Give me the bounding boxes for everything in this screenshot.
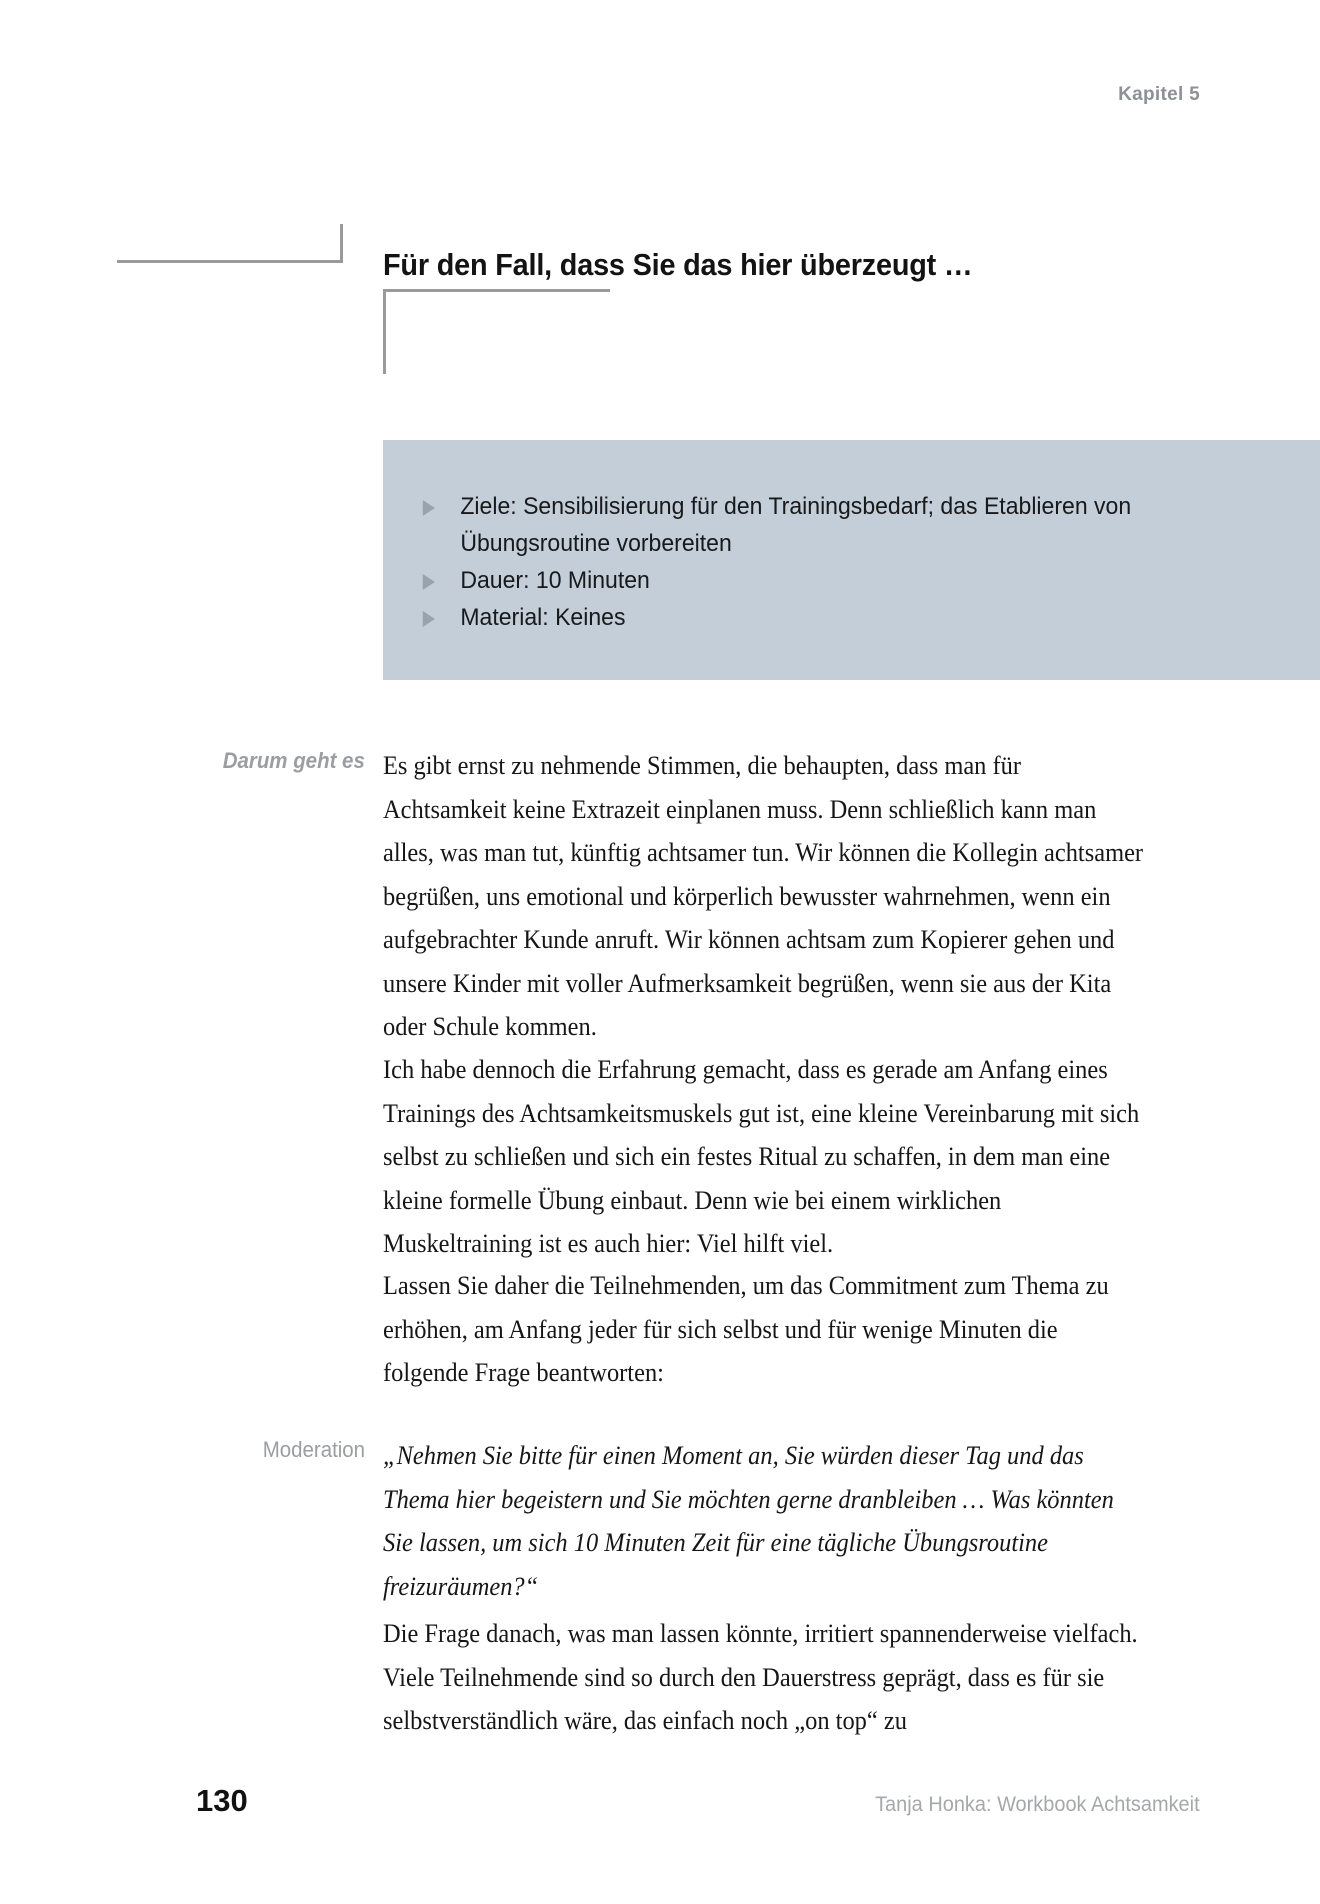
list-item	[419, 488, 1210, 562]
margin-note-moderation: Moderation	[262, 1437, 365, 1462]
body-paragraph-1: Es gibt ernst zu nehmende Stimmen, die behaupten, dass man für Achtsamkeit keine Extrazeit einplanen muss. Denn schließlich kann man alles, was man tut, künftig achtsamer tun. Wir können die Kollegin achtsamer begrüßen, uns emotional und körperlich bewusster wahrnehmen, wenn ein aufgebrachter Kunde anruft. Wir können achtsam zum Kopierer gehen und unsere Kinder mit voller Aufmerksamkeit begrüßen, wenn sie aus der Kita oder Schule kommen.	[383, 751, 1144, 1041]
info-box	[383, 440, 1320, 680]
body-paragraph-3: Lassen Sie daher die Teilnehmenden, um das Commitment zum Thema zu erhöhen, am Anfang jeder für sich selbst und für wenige Minuten die folgende Frage beantworten:	[383, 1271, 1109, 1387]
list-item	[419, 599, 1210, 636]
footer-credit: Tanja Honka: Workbook Achtsamkeit	[875, 1793, 1200, 1816]
triangle-bullet-icon	[423, 500, 435, 516]
section-title: Für den Fall, dass Sie das hier überzeugt …	[383, 246, 973, 282]
list-item-label: Dauer: 10 Minuten	[460, 567, 650, 594]
list-item-label: Ziele: Sensibilisierung für den Trainingsbedarf; das Etablieren von Übungsroutine vorbereiten	[460, 493, 1132, 557]
body-paragraph-2: Ich habe dennoch die Erfahrung gemacht, dass es gerade am Anfang eines Trainings des Achtsamkeitsmuskels gut ist, eine kleine Vereinbarung mit sich selbst zu schließen und sich ein festes Ritual zu schaffen, in dem man eine kleine formelle Übung einbaut. Denn wie bei einem wirklichen Muskeltraining ist es auch hier: Viel hilft viel.	[383, 1055, 1140, 1258]
list-item	[419, 562, 1210, 599]
body-paragraph-4: Die Frage danach, was man lassen könnte, irritiert spannenderweise vielfach. Viele Teilnehmende sind so durch den Dauerstress geprägt, dass es für sie selbstverständlich wäre, das einfach noch „on top“ zu	[383, 1619, 1138, 1735]
list-item-label: Material: Keines	[460, 604, 626, 631]
moderation-quote: „Nehmen Sie bitte für einen Moment an, Sie würden dieser Tag und das Thema hier begeistern und Sie möchten gerne dranbleiben … Was könnten Sie lassen, um sich 10 Minuten Zeit für eine tägliche Übungsroutine freizuräumen?“	[383, 1441, 1114, 1601]
triangle-bullet-icon	[423, 574, 435, 590]
info-box-list	[419, 488, 1260, 636]
decorative-bracket-upper	[117, 224, 343, 263]
running-head-chapter: Kapitel 5	[1118, 84, 1200, 105]
page-number: 130	[196, 1783, 248, 1818]
triangle-bullet-icon	[423, 611, 435, 627]
decorative-bracket-lower	[383, 289, 610, 374]
margin-note-darum-geht-es: Darum geht es	[222, 748, 365, 773]
